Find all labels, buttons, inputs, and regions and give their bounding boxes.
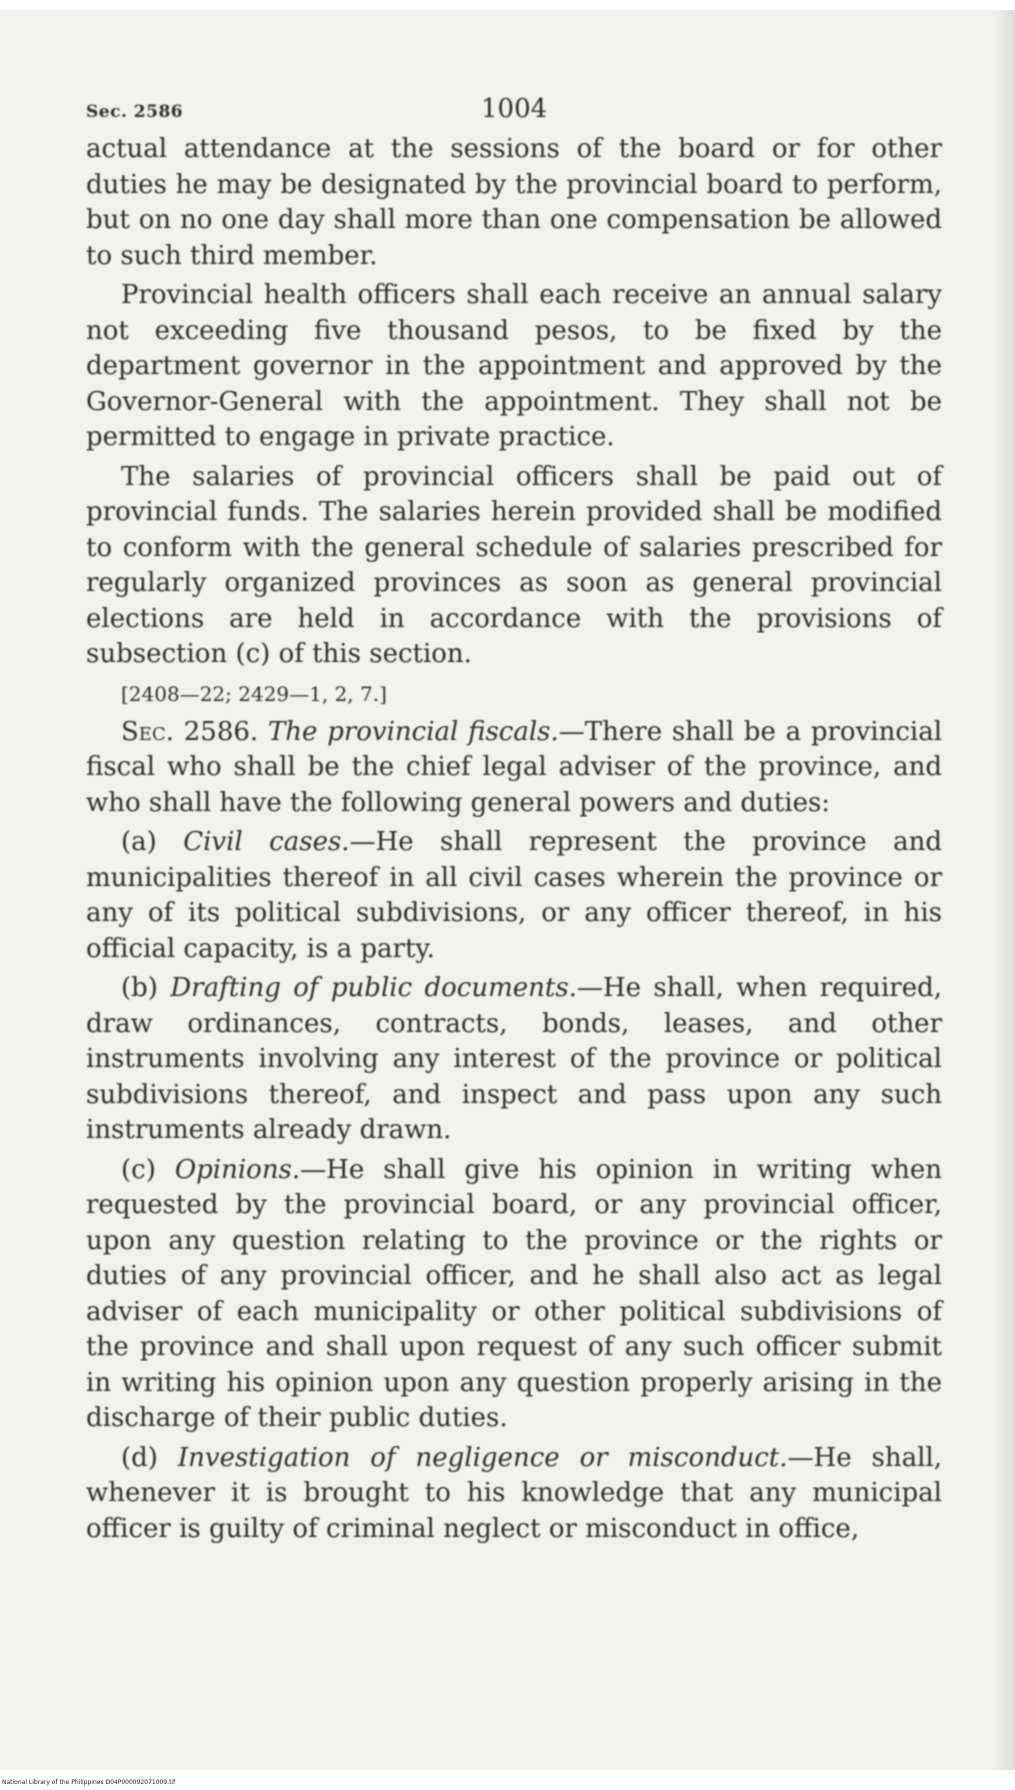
clause-c-label: (c) (121, 1154, 156, 1185)
clause-d (86, 1441, 942, 1548)
document-body (86, 132, 942, 1547)
paragraph-health-officers: Provincial health officers shall each receive an annual salary not exceeding five thousand pesos, to be fixed by the department governor in the appointment and approved by the Governor-General with the appointment. They shall not be permitted to engage in private practice. (86, 280, 942, 452)
clause-a-title: Civil cases. (183, 827, 350, 857)
clause-d-label: (d) (121, 1442, 158, 1473)
section-label: Sec. (121, 716, 174, 747)
running-head: Sec. 2586 (86, 102, 184, 122)
page-number: 1004 (481, 94, 548, 124)
clause-d-text: —He shall, whenever it is brought to his knowledge that any municipal officer is guilty of criminal neglect or misconduct in office, (86, 1442, 943, 1544)
clause-b (86, 971, 942, 1149)
document-page (86, 92, 942, 1547)
clause-c (86, 1153, 942, 1437)
clause-c-title: Opinions. (174, 1154, 301, 1185)
paragraph-continuation: actual attendance at the sessions of the board or for other duties he may be designated by the provincial board to perform, but on no one day shall more than one compensation be allowed to such third member. (86, 134, 942, 271)
scan-footer-credit: National Library of the Philippines D04P000092071009.tif (2, 1779, 176, 1786)
clause-b-label: (b) (121, 973, 158, 1003)
section-text: —There shall be a provincial fiscal who shall be the chief legal adviser of the province, and who shall have the following general powers and duties: (86, 716, 943, 818)
page-header (86, 92, 942, 132)
clause-d-title: Investigation of negligence or misconduct. (177, 1442, 788, 1473)
clause-a (86, 825, 942, 967)
section-2586 (86, 715, 942, 822)
section-title: The provincial fiscals. (267, 716, 559, 747)
page-edge-shadow (993, 10, 1015, 1770)
section-number: 2586. (183, 716, 259, 747)
clause-b-text: —He shall, when required, draw ordinances, contracts, bonds, leases, and other instruments involving any interest of the province or political subdivisions thereof, and inspect and pass upon any such instruments already drawn. (86, 973, 943, 1145)
paragraph-salaries: The salaries of provincial officers shall be paid out of provincial funds. The salaries herein provided shall be modified to conform with the general schedule of salaries prescribed for regularly organized provinces as soon as general provincial elections are held in accordance with the provisions of subsection (c) of this section. (86, 461, 942, 669)
clause-a-label: (a) (121, 827, 157, 857)
clause-c-text: —He shall give his opinion in writing when requested by the provincial board, or any provincial officer, upon any question relating to the province or the rights or duties of any provincial officer, and he shall also act as legal adviser of each municipality or other political subdivisions of the province and shall upon request of any such officer submit in writing his opinion upon any question properly arising in the discharge of their public duties. (86, 1154, 942, 1433)
clause-a-text: —He shall represent the province and municipalities thereof in all civil cases wherein the province or any of its political subdivisions, or any officer thereof, in his official capacity, is a party. (86, 827, 942, 964)
statute-citation: [2408—22; 2429—1, 2, 7.] (121, 681, 387, 706)
clause-b-title: Drafting of public documents. (170, 973, 577, 1003)
